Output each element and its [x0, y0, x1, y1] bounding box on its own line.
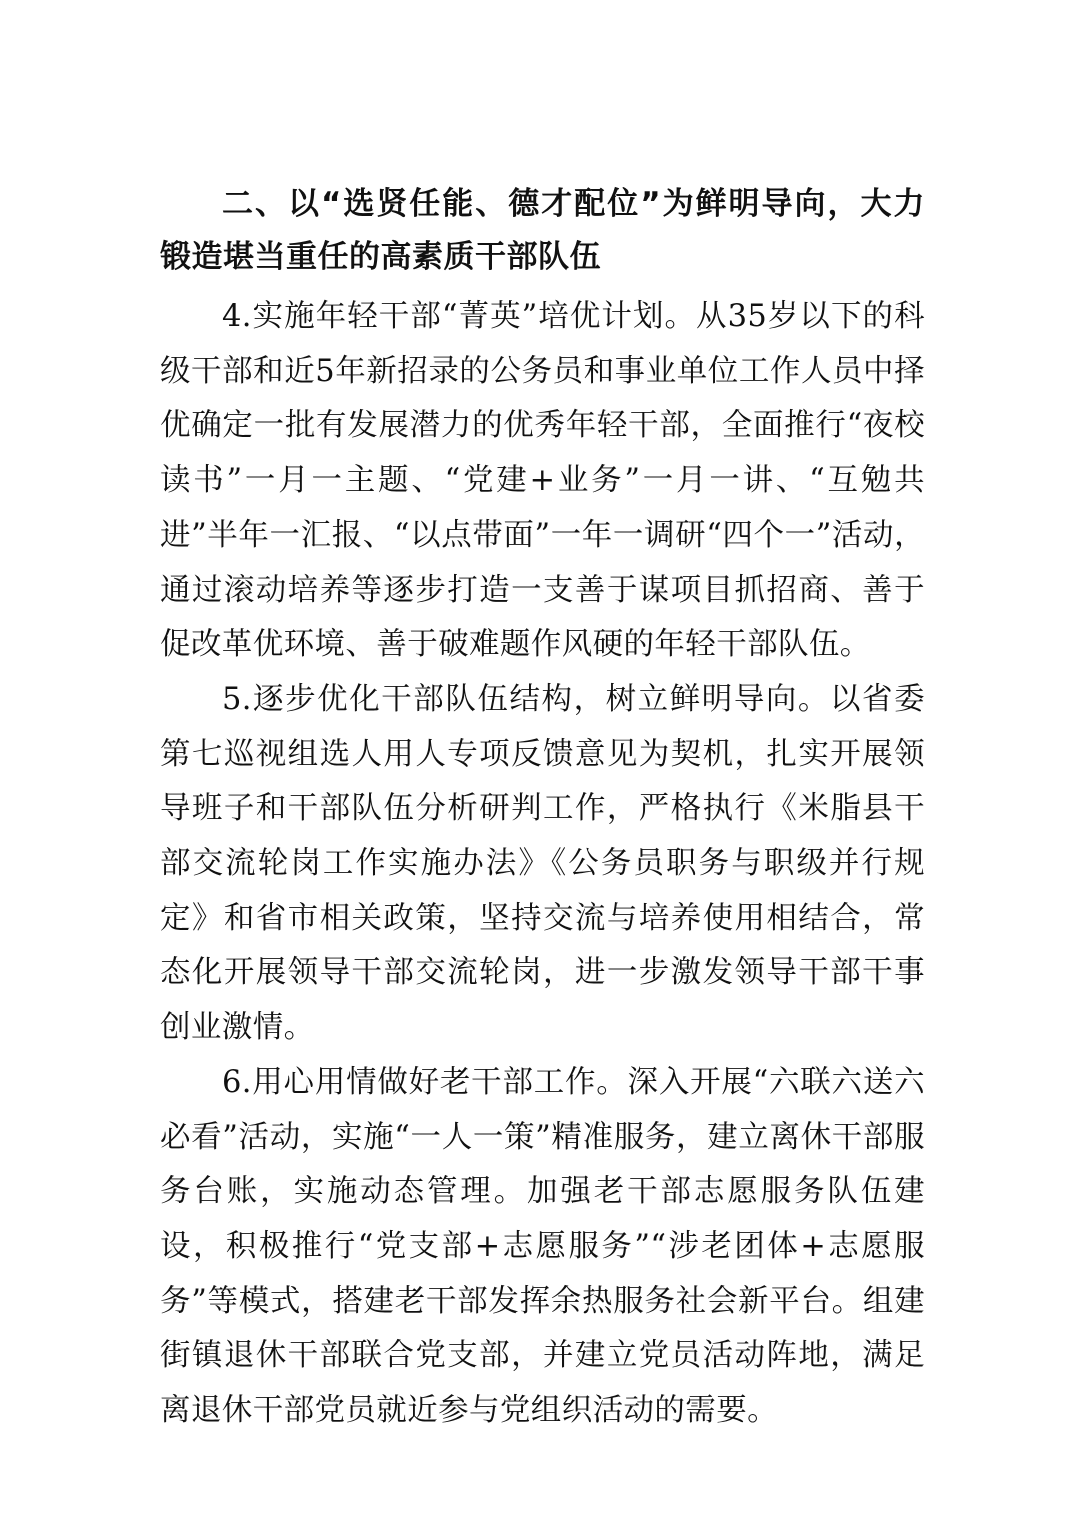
paragraph-item-6: 6.用心用情做好老干部工作。深入开展“六联六送六必看”活动，实施“一人一策”精准服务，建立离休干部服务台账，实施动态管理。加强老干部志愿服务队伍建设，积极推行“党支部+志愿服务”“涉老团体+志愿服务”等模式，搭建老干部发挥余热服务社会新平台。组建街镇退休干部联合党支部，并建立党员活动阵地，满足离退休干部党员就近参与党组织活动的需要。 [160, 1064, 925, 1429]
paragraph-item-4: 4.实施年轻干部“菁英”培优计划。从35岁以下的科级干部和近5年新招录的公务员和事业单位工作人员中择优确定一批有发展潜力的优秀年轻干部，全面推行“夜校读书”一月一主题、“党建+业务”一月一讲、“互勉共进”半年一汇报、“以点带面”一年一调研“四个一”活动，通过滚动培养等逐步打造一支善于谋项目抓招商、善于促改革优环境、善于破难题作风硬的年轻干部队伍。 [160, 299, 925, 663]
document-body [160, 178, 925, 1439]
section-heading: 二、以“选贤任能、德才配位”为鲜明导向，大力锻造堪当重任的高素质干部队伍 [160, 186, 925, 275]
paragraph-item-5: 5.逐步优化干部队伍结构，树立鲜明导向。以省委第七巡视组选人用人专项反馈意见为契机，扎实开展领导班子和干部队伍分析研判工作，严格执行《米脂县干部交流轮岗工作实施办法》《公务员职务与职级并行规定》和省市相关政策，坚持交流与培养使用相结合，常态化开展领导干部交流轮岗，进一步激发领导干部干事创业激情。 [160, 681, 925, 1046]
